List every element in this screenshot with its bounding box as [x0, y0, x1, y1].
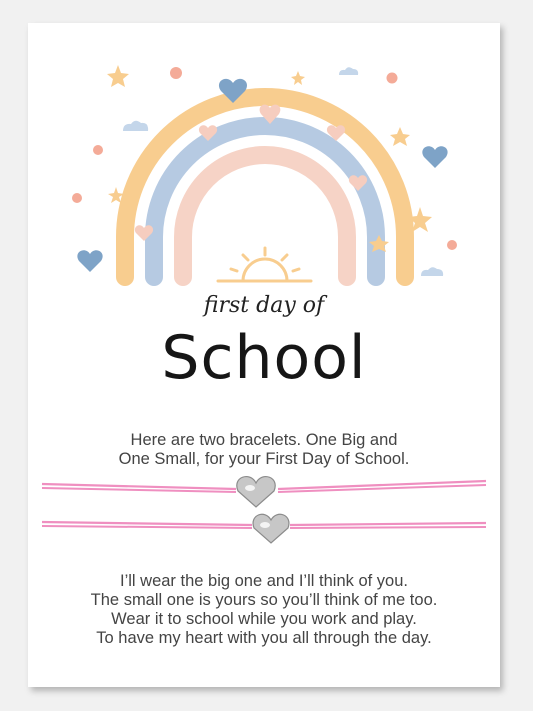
rainbow-illustration [28, 23, 500, 323]
cloud-icon [421, 267, 443, 276]
poem-line: To have my heart with you all through the day. [96, 629, 432, 647]
intro-text [28, 431, 500, 469]
dot-icon [170, 67, 182, 79]
dot-icon [387, 73, 398, 84]
poem-line: I’ll wear the big one and I’ll think of you. [119, 572, 408, 590]
cloud-icon [339, 67, 358, 75]
big-bracelet [42, 477, 486, 507]
heart-charm-icon [253, 514, 289, 543]
gift-card [28, 23, 500, 687]
heart-icon [77, 250, 102, 272]
star-icon [107, 65, 129, 87]
dot-icon [72, 193, 82, 203]
star-icon [291, 71, 305, 85]
intro-line: One Small, for your First Day of School. [118, 450, 410, 468]
poem-line: The small one is yours so you’ll think of me too. [90, 591, 438, 609]
heart-charm-icon [237, 477, 275, 507]
page-title: School [161, 323, 367, 393]
intro-line: Here are two bracelets. One Big and [130, 431, 398, 449]
cloud-icon [123, 121, 148, 131]
dot-icon [447, 240, 457, 250]
dot-icon [93, 145, 103, 155]
heart-icon [422, 146, 447, 168]
subtitle: first day of [203, 293, 325, 318]
star-icon [390, 127, 410, 146]
poem-text [28, 572, 500, 648]
small-bracelet [42, 514, 486, 543]
sun-icon [218, 248, 311, 281]
poem-line: Wear it to school while you work and play. [111, 610, 417, 628]
